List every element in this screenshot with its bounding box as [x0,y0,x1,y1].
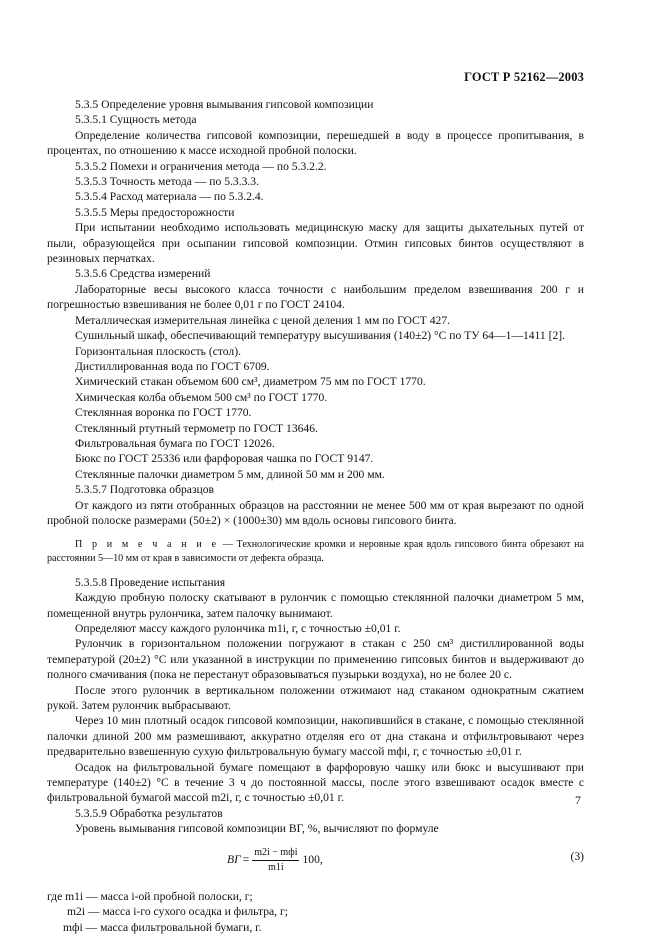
paragraph: Определяют массу каждого рулончика m1i, г, с точностью ±0,01 г. [75,622,401,635]
definition-item: m2i — масса i-го сухого осадка и фильтра, г; [67,905,288,919]
note-text: — Технологические кромки и неровные края вдоль гипсового бинта обрезают на расстоянии 5—10 мм от края в зависимости от дефекта образца. [47,539,584,564]
formula-denominator: m1i [268,861,284,873]
subsection-heading: 5.3.5.2 Помехи и ограничения метода — по 5.3.2.2. [75,159,327,173]
definitions [47,889,584,935]
paragraph: Рулончик в горизонтальном положении погружают в стакан с 250 см³ дистиллированной воды температурой (20±2) °С или указанной в инструкции по применению гипсовых бинтов и выдерживают до полного смачивания (пока не перестанут образовываться пузырьки воздуха), но не более 20 с. [47,637,584,682]
note-label: П р и м е ч а н и е [75,539,219,551]
paragraph: Уровень вымывания гипсовой композиции ВГ, %, вычисляют по формуле [75,822,439,836]
formula-equals: = [242,853,250,867]
paragraph: Стеклянная воронка по ГОСТ 1770. [75,406,252,420]
paragraph: Определение количества гипсовой композиции, перешедшей в воду в процессе пропитывания, в процентах, по отношению к массе исходной пробной полоски. [47,128,584,158]
paragraph: После этого рулончик в вертикальном положении отжимают над стаканом однократным сжатием рукой. Затем рулончик выбрасывают. [47,683,584,713]
paragraph: Стеклянные палочки диаметром 5 мм, длиной 50 мм и 200 мм. [75,467,385,481]
subsection-heading: 5.3.5.9 Обработка результатов [75,806,223,820]
page-number: 7 [575,793,581,807]
paragraph: Осадок на фильтровальной бумаге помещают в фарфоровую чашку или бюкс и высушивают при температуре (140±2) °С в течение 3 ч до постоянной массы, после этого взвешивают осадок вместе с фильтровальной бумагой массой m2i, г, с точностью ±0,01 г. [47,760,584,805]
standard-number: ГОСТ Р 52162—2003 [464,70,584,84]
paragraph: Химическая колба объемом 500 см³ по ГОСТ 1770. [75,390,328,404]
formula-fraction [252,847,299,874]
definition-item: mфi — масса фильтровальной бумаги, г. [63,920,262,934]
subsection-heading: 5.3.5.5 Меры предосторожности [75,205,235,219]
paragraph: Фильтровальная бумага по ГОСТ 12026. [75,436,275,450]
subsection-heading: 5.3.5.6 Средства измерений [75,267,211,281]
paragraph: Бюкс по ГОСТ 25336 или фарфоровая чашка по ГОСТ 9147. [75,452,374,466]
subsection-heading: 5.3.5.8 Проведение испытания [75,575,226,589]
paragraph: Химический стакан объемом 600 см³, диаметром 75 мм по ГОСТ 1770. [75,375,426,389]
paragraph: Дистиллированная вода по ГОСТ 6709. [75,359,270,373]
paragraph: Каждую пробную полоску скатывают в рулончик с помощью стеклянной палочки диаметром 5 мм, помещенной внутрь рулончика, затем палочку вынимают. [47,591,584,620]
subsection-heading: 5.3.5.4 Расход материала — по 5.3.2.4. [75,190,264,204]
paragraph: При испытании необходимо использовать медицинскую маску для защиты дыхательных путей от пыли, образующейся при осыпании гипсовой композиции. Отмин гипсовых бинтов осуществляют в резиновых перчатках. [47,221,584,266]
subsection-heading: 5.3.5.1 Сущность метода [75,113,197,127]
paragraph: Лабораторные весы высокого класса точности с наибольшим пределом взвешивания 200 г и погрешностью взвешивания не более 0,01 г по ГОСТ 24104. [47,282,584,312]
formula-number: (3) [570,849,584,863]
paragraph: Стеклянный ртутный термометр по ГОСТ 13646. [75,421,318,435]
paragraph: От каждого из пяти отобранных образцов на расстоянии не менее 500 мм от края вырезают по одной пробной полоске размерами (50±2) × (1000±30) мм вдоль основы гипсового бинта. [47,498,584,527]
note [47,538,584,564]
formula-block [47,841,584,889]
section-heading: 5.3.5 Определение уровня вымывания гипсовой композиции [75,98,374,111]
paragraph: Сушильный шкаф, обеспечивающий температуру высушивания (140±2) °С по ТУ 64—1—1411 [2]. [75,329,566,343]
formula-tail: 100, [302,853,323,867]
formula [227,847,323,874]
subsection-heading: 5.3.5.7 Подготовка образцов [75,483,215,497]
main-text [47,97,584,935]
subsection-heading: 5.3.5.3 Точность метода — по 5.3.3.3. [75,175,259,189]
paragraph: Горизонтальная плоскость (стол). [75,344,241,358]
definition-item: где m1i — масса i-ой пробной полоски, г; [47,889,253,903]
formula-lhs: ВГ [227,853,241,867]
paragraph: Металлическая измерительная линейка с ценой деления 1 мм по ГОСТ 427. [75,313,451,327]
formula-numerator: m2i − mфi [252,847,299,861]
paragraph: Через 10 мин плотный осадок гипсовой композиции, накопившийся в стакане, с помощью стеклянной палочки длиной 200 мм размешивают, аккуратно отделяя его от дна стакана и отфильтровывают через предварительно взвешенную сухую фильтровальную бумагу массой mфi, г, с точностью ±0,01 г. [47,714,584,759]
